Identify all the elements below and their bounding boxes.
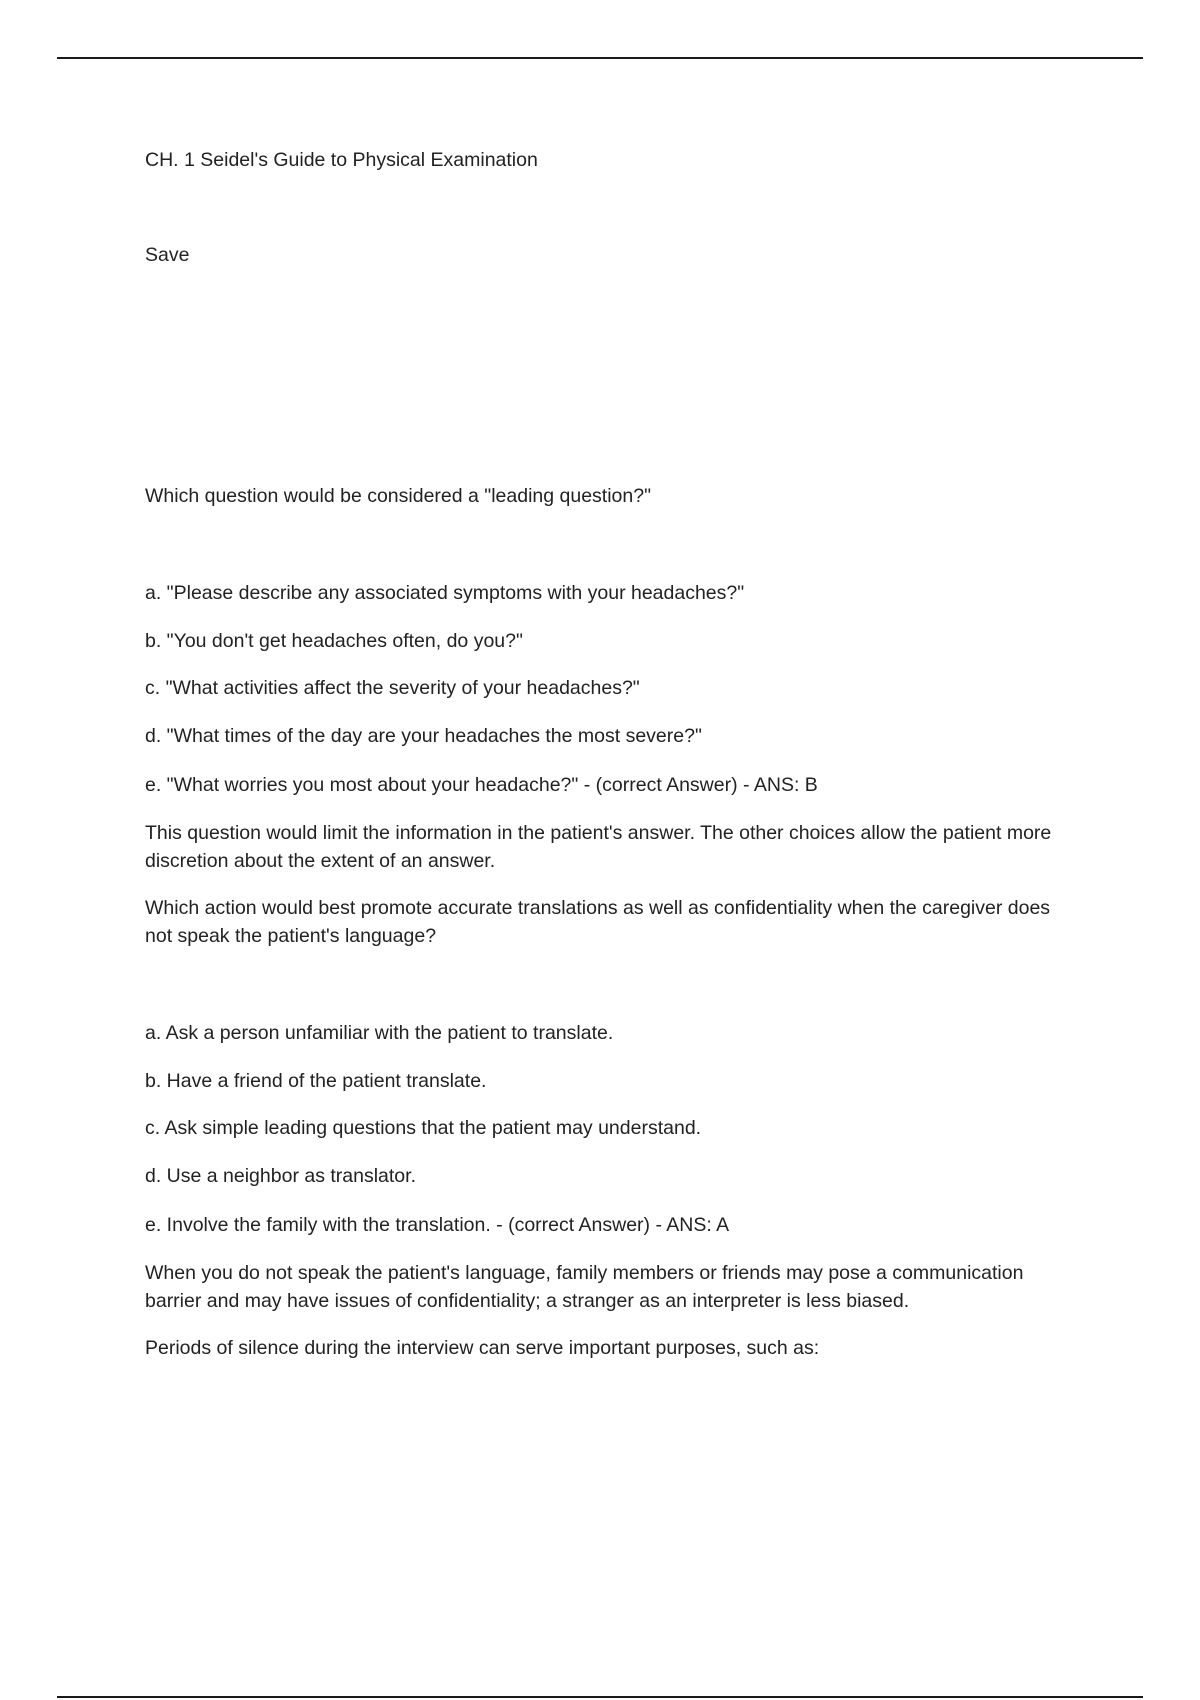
header-rule bbox=[57, 57, 1143, 59]
question-1-option-a: a. "Please describe any associated symptoms with your headaches?" bbox=[145, 582, 745, 604]
question-1-option-e: e. "What worries you most about your headache?" - (correct Answer) - ANS: B bbox=[145, 774, 818, 796]
document-title: CH. 1 Seidel's Guide to Physical Examination bbox=[145, 149, 538, 171]
question-2-option-d: d. Use a neighbor as translator. bbox=[145, 1165, 416, 1187]
question-3-prompt: Periods of silence during the interview can serve important purposes, such as: bbox=[145, 1337, 820, 1359]
question-2-prompt: Which action would best promote accurate translations as well as confidentiality when the caregiver does not speak the patient's language? bbox=[145, 897, 1051, 947]
footer-rule bbox=[57, 1696, 1143, 1698]
question-1-option-b: b. "You don't get headaches often, do you?" bbox=[145, 630, 523, 652]
question-1-option-d: d. "What times of the day are your headaches the most severe?" bbox=[145, 725, 702, 747]
question-1-option-c: c. "What activities affect the severity of your headaches?" bbox=[145, 677, 640, 699]
question-1-prompt: Which question would be considered a "leading question?" bbox=[145, 485, 652, 507]
question-2-option-a: a. Ask a person unfamiliar with the patient to translate. bbox=[145, 1022, 614, 1044]
question-1-rationale: This question would limit the information in the patient's answer. The other choices allow the patient more discretion about the extent of an answer. bbox=[145, 822, 1052, 872]
question-2-option-c: c. Ask simple leading questions that the patient may understand. bbox=[145, 1117, 702, 1139]
save-link[interactable]: Save bbox=[145, 244, 190, 266]
question-2-rationale: When you do not speak the patient's language, family members or friends may pose a communication barrier and may have issues of confidentiality; a stranger as an interpreter is less biased. bbox=[145, 1262, 1024, 1312]
question-2-option-b: b. Have a friend of the patient translate. bbox=[145, 1070, 487, 1092]
question-2-option-e: e. Involve the family with the translation. - (correct Answer) - ANS: A bbox=[145, 1214, 730, 1236]
